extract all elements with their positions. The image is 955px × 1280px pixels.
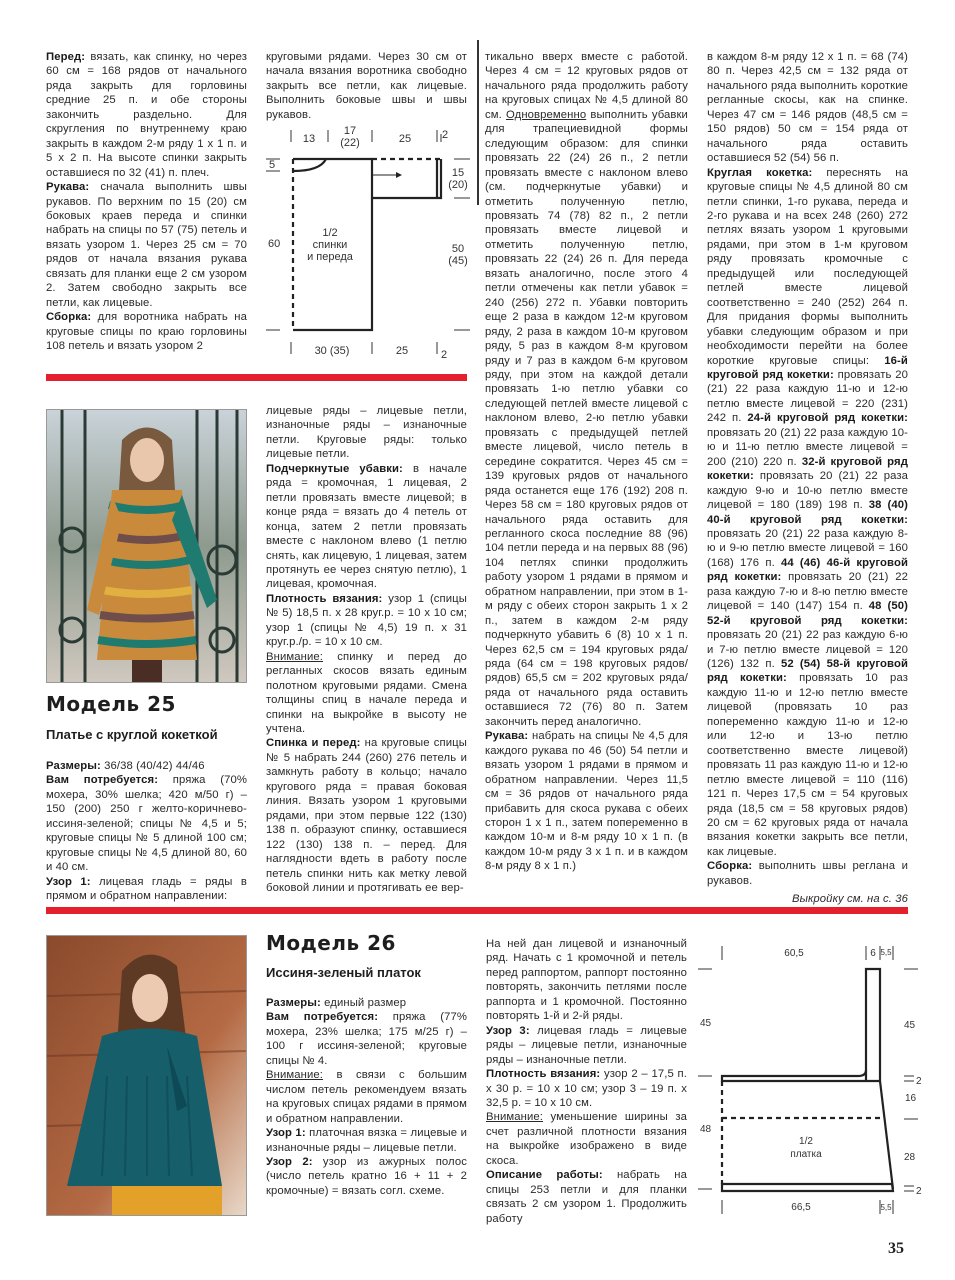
attention-text: спинку и перед до регланных скосов вязать единым полотном круговыми рядами. Смена толщины спиц в начале переда и спинки на выкройке в высоту не учтена. [266, 650, 467, 735]
shawl-photo-illustration [47, 936, 246, 1215]
pattern2-label: Узор 2: [266, 1155, 313, 1168]
description-label: Описание работы: [486, 1169, 603, 1182]
column-separator [477, 40, 479, 205]
model-25-column-4 [707, 50, 908, 907]
sweater-schematic [258, 120, 478, 360]
pattern1-label: Узор 1: [266, 1127, 306, 1140]
body-outline [293, 159, 441, 198]
dim-text: 30 (35) [314, 345, 350, 357]
shawl-schematic [690, 930, 930, 1220]
model-26-column-1 [266, 996, 467, 1198]
model-25-photo [46, 409, 247, 683]
piece-label: платка [790, 1149, 822, 1160]
final-assembly-text: выполнить швы реглана и рукавов. [707, 860, 908, 887]
attention-text: в связи с большим числом петель рекомендуем вязать на круговых спицах рядами в прямом и обратном направлении. [266, 1069, 467, 1125]
model-26-photo [46, 935, 247, 1216]
materials-label: Вам потребуется: [266, 1011, 379, 1024]
round-16-text: провязать 20 (21) 22 раза каждую 11-ю и 12-ю петлю вместе лицевой = 220 (231) 242 п. [707, 368, 908, 425]
dim-text: 28 [904, 1152, 916, 1163]
dim-text: 5,5 [880, 1203, 892, 1212]
sizes-text: 36/38 (40/42) 44/46 [104, 760, 205, 772]
body-label: Спинка и перед: [266, 737, 361, 750]
body-text: на круговые спицы № 5 набрать 244 (260) 276 петель и замкнуть работу в кольцо; начало кругового ряда = правая боковая линия. Вязать узором 1 круговыми рядами, при этом первые 122 (130) 138 п. образуют спинку, оставшиеся 122 (130) 138 п. – перед. Для наглядности вдеть в работу после петель спинки нить как метку левой боковой линии и протягивать ее вер- [266, 737, 467, 894]
decrease-label: Подчеркнутые убавки: [266, 462, 403, 475]
attention-label: Внимание: [266, 1069, 324, 1082]
neckline-curve [293, 159, 326, 171]
pattern1-text: лицевая гладь = ряды в прямом и обратном направлении: [46, 875, 247, 903]
section-divider [46, 374, 467, 381]
section-divider [46, 907, 908, 914]
round-58-text: провязать 10 раз каждую 11-ю и 12-ю петлю вместе лицевой (провязать 10 раз попеременно каждую 11-ю и 12-ю или 12-ю и 13-ю петлю соответственно вместе лицевой) провязать 11 раз каждую 11-ю и 12-ю петлю вместе лицевой = 110 (116) 121 п. Через 17,5 см = 54 круговых ряда (18,5 см = 58 круговых рядов) 20 см = 62 круговых ряда от начала вязания кокетки закрыть все петли, как лицевые. [707, 672, 908, 858]
yoke-text: переснять на круговые спицы № 4,5 длиной 80 см петли спинки, 1-го рукава, переда и 2-го рукава и на всех 248 (260) 272 петлях вязать узором 1 круговыми рядами, при этом в 1-м круговом ряду провязать кромочные с предыдущей или последующей петлей вместе лицевой соответственно = 240 (252) 264 п. Для придания формы выполнить убавки следующим образом и при необходимости перейти на более короткие круговые спицы: [707, 166, 908, 367]
col4-intro: в каждом 8-м ряду 12 х 1 п. = 68 (74) 80 п. Через 42,5 см = 132 ряда от начального ряда выполнить короткие регланные скосы, как на спинке. Через 47 см = 146 рядов (48,5 см = 150 рядов) 50 см = 154 ряда от начального ряда оставить оставшиеся 52 (54) 56 п. [707, 51, 908, 165]
dim-text: 5,5 [880, 948, 892, 957]
model-25-column-3 [485, 50, 688, 874]
sleeves-label: Рукава: [46, 181, 90, 194]
attention-label: Внимание: [486, 1111, 544, 1124]
dim-text: 15 [451, 167, 465, 179]
attention-label: Внимание: [266, 650, 324, 663]
dim-text: 45 [904, 1020, 916, 1031]
round-32-text: провязать 20 (21) 22 раза каждую 9-ю и 10-ю петлю вместе лицевой = 180 (189) 198 п. [707, 470, 909, 512]
simultaneously-label: Одновременно [505, 108, 587, 121]
pattern1-text: платочная вязка = лицевые и изнаночные ряды – лицевые петли. [266, 1127, 467, 1154]
yoke-label: Круглая кокетка: [707, 166, 813, 179]
model-25-column-1 [46, 759, 247, 904]
model-26-title: Модель 26 [266, 931, 396, 955]
piece-label: 1/2 [799, 1136, 813, 1147]
sleeves-text: сначала выполнить швы рукавов. По верхним по 15 (20) см боковых краев переда и спинки набрать на спицы по 57 (75) петель и вязать узором 1. Через 25 см = 70 рядов от начала вязания рукава связать для планки еще 2 см узором 2. Затем свободно закрыть все петли, как лицевые. [46, 181, 247, 309]
round-58-label: 52 (54) 58-й круговой ряд кокетки: [707, 658, 908, 685]
round-46-text: провязать 20 (21) 22 раза каждую 7-ю и 8-ю петлю вместе лицевой = 140 (147) 154 п. [707, 571, 908, 613]
pattern3-text: лицевая гладь = лицевые ряды – лицевые петли, изнаночные ряды – изнаночные петли. [486, 1024, 687, 1066]
description-text: набрать на спицы 253 петли и для планки связать 2 см узором 1. Продолжить работу [486, 1169, 687, 1225]
final-assembly-label: Сборка: [707, 860, 753, 873]
top-column-2 [266, 50, 467, 122]
tie-band-outline [866, 969, 880, 1081]
col3-text-a: тикально вверх вместе с работой. Через 4 см = 12 круговых рядов от начального ряда продолжить работу на круговых спицах № 4,5 длиной 80 см. [485, 51, 688, 121]
pattern2-text: узор из ажурных полос (число петель кратно 16 + 11 + 2 кромочные) = вязать согл. схеме. [266, 1155, 468, 1197]
assembly-label: Сборка: [46, 311, 92, 324]
dim-text: 66,5 [791, 1202, 811, 1213]
dim-text: 60,5 [784, 948, 804, 959]
dim-text: 17 [343, 125, 357, 137]
attention-text: уменьшение ширины за счет различной плотности вязания на выкройке изображено в виде скоса. [486, 1111, 687, 1167]
round-40-label: 38 (40) 40-й круговой ряд кокетки: [707, 499, 908, 526]
round-24-label: 24-й круговой ряд кокетки: [747, 412, 908, 425]
pattern-page-reference[interactable]: Выкройку см. на с. 36 [791, 893, 908, 906]
decrease-text: в начале ряда = кромочная, 1 лицевая, 2 петли провязать вместе лицевой; в конце ряда = вязать до 4 петель от конца, затем 2 петли провязать вместе с наклоном влево (1 петлю снять, как лицевую, 1 лицевая, затем протянуть ее через снятую петлю), 1 лицевая, кромочная. [266, 462, 467, 591]
dim-text: 2 [916, 1076, 922, 1087]
sizes-label: Размеры: [266, 997, 321, 1009]
materials-text: пряжа (70% мохера, 30% шелка; 420 м/50 г) – 150 (200) 250 г желто-коричнево-иссиня-зеленой; спицы № 4,5 и 5; круговые спицы № 5 длиной 100 см; круговые спицы № 4,5 длиной 80, 60 и 40 см. [46, 774, 247, 874]
gauge-label: Плотность вязания: [486, 1068, 601, 1081]
direction-arrow-icon [396, 172, 402, 178]
body-outline-lower [293, 198, 372, 330]
round-24-text: провязать 20 (21) 22 раза каждую 10-ю и 11-ю петлю вместе лицевой = 200 (210) 220 п. [707, 426, 908, 468]
round-40-text: провязать 20 (21) 22 раза каждую 8-ю и 9-ю петлю вместе лицевой = 160 (168) 176 п. [707, 527, 908, 569]
dim-text: 50 [451, 243, 465, 255]
model-25-title: Модель 25 [46, 692, 176, 716]
round-32-label: 32-й круговой ряд кокетки: [707, 455, 908, 483]
round-52-label: 48 (50) 52-й круговой ряд кокетки: [707, 600, 908, 627]
front-label: Перед: [46, 51, 86, 63]
collar-text: круговыми рядами. Через 30 см от начала вязания воротника свободно закрыть все петли, как лицевые. Выполнить боковые швы и швы рукавов. [266, 51, 467, 121]
pattern3-label: Узор 3: [486, 1024, 530, 1037]
bottom-band-outline [722, 1184, 893, 1191]
dim-text: 2 [916, 1186, 922, 1197]
dim-text: 5 [269, 159, 276, 171]
gauge-text: узор 2 – 17,5 п. х 30 р. = 10 х 10 см; узор 3 – 19 п. х 32,5 р. = 10 х 10 см. [486, 1068, 687, 1109]
dress-photo-illustration [47, 410, 246, 682]
dim-text: 16 [905, 1093, 917, 1104]
dim-text: 2 [442, 129, 449, 141]
materials-text: пряжа (77% мохера, 23% шелка; 175 м/25 г) – 100 г иссиня-зеленой; круговые спицы № 4. [266, 1011, 467, 1067]
piece-label: спинки [312, 239, 348, 251]
col3-text-b: выполнить убавки для трапециевидной формы следующим образом: для спинки провязать 22 (24) 26 п., 2 петли провязать вместе с наклоном влево (см. подчеркнутые убавки) и отметить полученную петлю, провязать 74 (78) 82 п., 2 петли провязать вместе лицевой и отметить полученную петлю, провязать 22 (24) 26 п. Для переда вязать аналогично, после этого 4 петли отмечены как петли убавок = 240 (256) 272 п. Убавки повторить еще 2 раза в каждом 12-м круговом ряду, 2 раза в каждом 10-м круговом ряду, 5 раз в каждом 8-м круговом ряду и 7 раз в каждом 6-м круговом ряду, при этом на каждой детали провязать 1-ю петлю убавки со следующей петлей вместе лицевой с наклоном влево, 2-ю петлю убавки провязать с предыдущей петлей вместе лицевой, число петель в середине сократится. Через 45 см = 139 круговых рядов от начального ряда останется еще 176 (192) 208 п. Через 58 см = 180 круговых рядов от начального ряда оставить для регланного скоса последние 88 (96) 104 петли переда и на первых 88 (96) 104 петлях спинки продолжить работу узором 1 рядами в прямом и обратном направлении, при этом в 1-м ряду с обеих сторон закрыть 1 х 2 п., затем в каждом 2-м ряду подчеркнуто убавить 6 (8) 10 х 1 п. Через 62,5 см = 194 круговых ряда/ряда (64 см = 198 круговых рядов/рядов) 65,5 см = 202 круговых ряда/ряда от начального ряда оставить оставшиеся 72 (76) 80 п. Затем закончить перед аналогично. [485, 108, 688, 728]
round-16-label: 16-й круговой ряд кокетки: [707, 354, 908, 381]
sleeve-text: набрать на спицы № 4,5 для каждого рукава по 46 (50) 54 петли и вязать узором 1 рядами в прямом и обратном направлении. Через 11,5 см = 36 рядов от начального ряда прибавить для скоса рукава с обеих сторон 1 х 1 п., затем попеременно в каждом 10-м и 8-м ряду 10 х 1 п. (в каждом 10-м ряду 3 х 1 п. и в каждом 8-м ряду 8 х 1 п.) [485, 730, 688, 873]
dim-text: (22) [340, 137, 360, 149]
chart-instructions: На ней дан лицевой и изнаночный ряд. Начать с 1 кромочной и петель перед раппортом, раппорт постоянно повторять, закончить петлями после раппорта и 1 кромочной. Постоянно повторять 1-й и 2-й ряды. [486, 938, 687, 1023]
piece-label: и переда [307, 251, 353, 263]
model-25-subtitle: Платье с круглой кокеткой [46, 727, 218, 742]
dim-text: 60 [268, 238, 281, 250]
round-52-text: провязать 20 (21) 22 раз каждую 6-ю и 7-ю петлю вместе лицевой = 120 (126) 132 п. [707, 629, 908, 671]
dim-text: (20) [448, 179, 468, 191]
dim-text: (45) [448, 255, 468, 267]
gauge-label: Плотность вязания: [266, 592, 383, 605]
sizes-label: Размеры: [46, 760, 101, 772]
rows-text: лицевые ряды – лицевые петли, изнаночные ряды – изнаночные петли. Круговые ряды: только лицевые петли. [266, 405, 467, 461]
side-slope [880, 1081, 893, 1189]
dim-text: 25 [395, 345, 409, 357]
front-text: вязать, как спинку, но через 60 см = 168 рядов от начального ряда закрыть для горловины средние 25 п. и обе стороны закончить раздельно. Для скругления по внутреннему краю закрыть в каждом 2-м ряду 1 х 1 п. и 5 х 2 п. На высоте спинки закрыть оставшиеся по 32 (41) п. плеч. [46, 51, 247, 179]
dim-text: 6 [870, 948, 876, 959]
gauge-text: узор 1 (спицы № 5) 18,5 п. х 28 круг.р. = 10 х 10 см; узор 1 (спицы № 4,5) 19 п. х 31 круг.р./р. = 10 х 10 см. [266, 592, 467, 649]
top-column-1 [46, 50, 247, 354]
dim-text: 13 [302, 133, 316, 145]
dim-text: 45 [700, 1018, 712, 1029]
page-number: 35 [888, 1240, 904, 1257]
pattern1-label: Узор 1: [46, 875, 91, 888]
top-band-outline [722, 1070, 880, 1081]
model-26-column-2 [486, 937, 687, 1226]
sizes-text: единый размер [324, 997, 407, 1009]
assembly-text: для воротника набрать на круговые спицы по краю горловины 108 петель и вязать узором 2 [46, 311, 247, 353]
dim-text: 2 [441, 349, 448, 360]
dim-text: 48 [700, 1124, 712, 1135]
round-46-label: 44 (46) 46-й круговой ряд кокетки: [707, 556, 908, 584]
sleeve-label: Рукава: [485, 730, 529, 743]
piece-label: 1/2 [322, 227, 338, 239]
dim-text: 25 [398, 133, 412, 145]
materials-label: Вам потребуется: [46, 774, 159, 787]
model-26-subtitle: Иссиня-зеленый платок [266, 965, 421, 980]
model-25-column-2 [266, 404, 467, 895]
